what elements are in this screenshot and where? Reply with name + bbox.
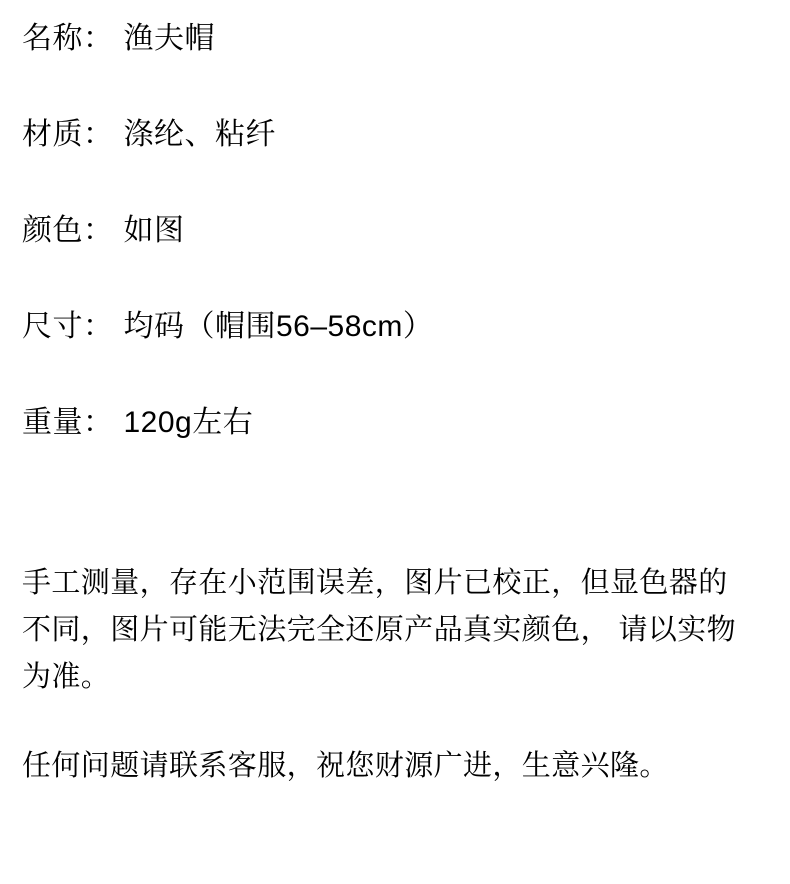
section-spacer: [22, 502, 764, 560]
spec-row-size: [22, 310, 764, 343]
spec-row-name: [22, 22, 764, 55]
spec-value-color: 如图: [123, 214, 185, 247]
product-spec-list: [22, 22, 764, 439]
spec-row-material: [22, 118, 764, 151]
spec-label-name: 名称：: [22, 22, 114, 55]
spec-label-material: 材质：: [22, 118, 114, 151]
spec-value-material: 涤纶、粘纤: [123, 118, 276, 151]
spec-row-weight: [22, 406, 764, 439]
spec-label-weight: 重量：: [22, 406, 114, 439]
spec-row-color: [22, 214, 764, 247]
spec-value-size: 均码（帽围56–58cm）: [123, 310, 434, 343]
spec-label-size: 尺寸：: [22, 310, 114, 343]
spec-label-color: 颜色：: [22, 214, 114, 247]
spec-value-name: 渔夫帽: [123, 22, 215, 55]
customer-service-text: 任何问题请联系客服，祝您财源广进，生意兴隆。: [22, 749, 669, 782]
measurement-disclaimer-text: 手工测量，存在小范围误差，图片已校正，但显色器的不同，图片可能无法完全还原产品真实颜色， 请以实物为准。: [22, 567, 737, 693]
spec-value-weight: 120g左右: [123, 406, 254, 439]
